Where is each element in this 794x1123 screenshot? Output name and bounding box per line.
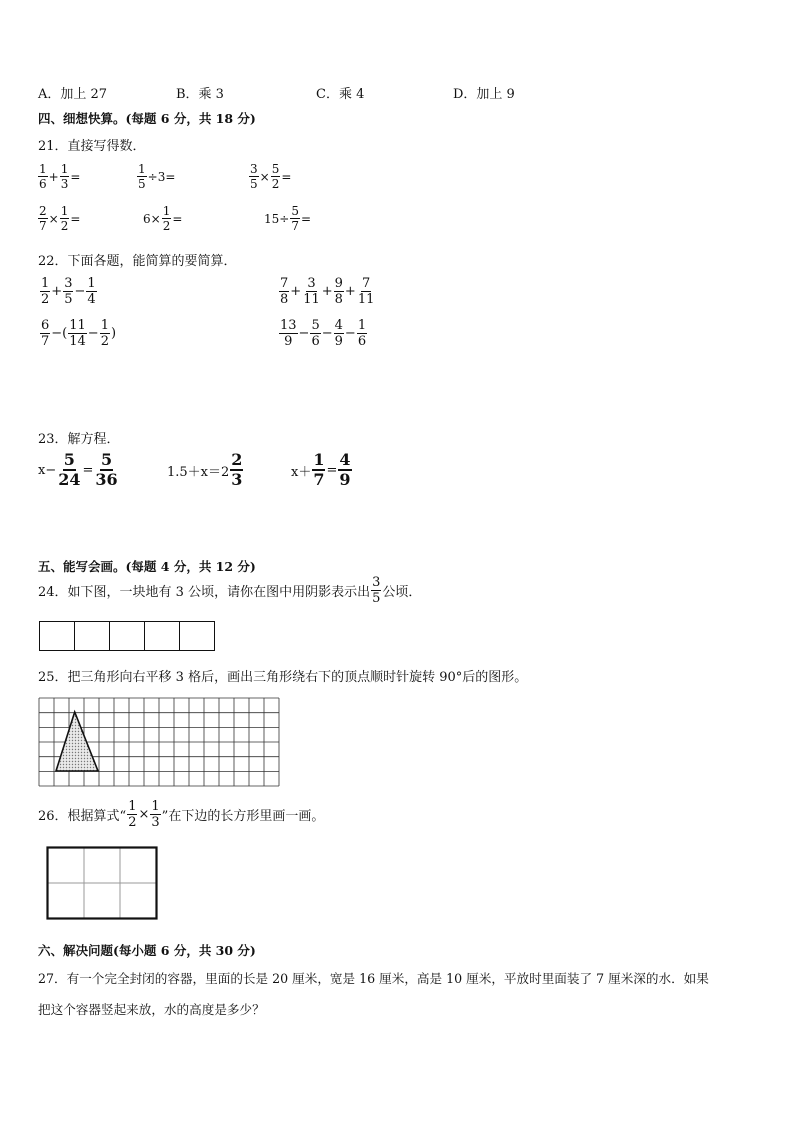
- shaded-triangle: [56, 712, 98, 771]
- strip-cell: [39, 621, 75, 651]
- q21-item-2: $\frac{1}{5}$ ÷3=: [138, 162, 176, 191]
- section-5-title: 五、能写会画。(每题 4 分，共 12 分): [38, 559, 256, 574]
- strip-cell: [109, 621, 145, 651]
- q23-eq-2: 1.5＋x＝2 $\frac{2}{3}$: [167, 450, 243, 489]
- q21-item-6: 15÷ $\frac{5}{7}$ =: [264, 204, 312, 233]
- q27-line-2: 把这个容器竖起来放，水的高度是多少？: [38, 1002, 265, 1017]
- strip-cell: [179, 621, 215, 651]
- q21-item-1: $\frac{1}{6}$ + $\frac{1}{3}$ =: [39, 162, 81, 191]
- q24-land-strip: [39, 621, 215, 651]
- q27-line-1: 27．有一个完全封闭的容器，里面的长是 20 厘米，宽是 16 厘米，高是 10 厘米，平放时里面装了 7 厘米深的水．如果: [38, 971, 709, 986]
- section-6-title: 六、解决问题(每小题 6 分，共 30 分): [38, 943, 256, 958]
- q22-expr-2: $\frac{7}{8}$ + $\frac{3}{11}$ + $\frac{9}{8}$ + $\frac{7}{11}$: [280, 276, 375, 307]
- section-4-title: 四、细想快算。(每题 6 分，共 18 分): [38, 111, 256, 126]
- option-d: D．加上 9: [453, 87, 515, 102]
- q25-stem: 25．把三角形向右平移 3 格后，画出三角形绕右下的顶点顺时针旋转 90°后的图形。: [38, 670, 528, 685]
- q21-stem: 21．直接写得数．: [38, 139, 146, 154]
- option-a: A．加上 27: [38, 87, 108, 102]
- q23-stem: 23．解方程．: [38, 432, 120, 447]
- q22-expr-1: $\frac{1}{2}$ + $\frac{3}{5}$ − $\frac{1}{4}$: [41, 276, 96, 307]
- q23-eq-3: x＋ $\frac{1}{7}$ = $\frac{4}{9}$: [291, 450, 351, 489]
- q22-expr-4: $\frac{13}{9}$ − $\frac{5}{6}$ − $\frac{4}{9}$ − $\frac{1}{6}$: [280, 318, 367, 349]
- option-c: C．乘 4: [316, 87, 365, 102]
- q25-grid-figure: [38, 697, 280, 787]
- strip-cell: [74, 621, 110, 651]
- q24-stem: 24．如下图，一块地有 3 公顷，请你在图中用阴影表示出 $\frac{3}{5}$ 公顷．: [38, 575, 422, 606]
- q23-eq-1: x− $\frac{5}{24}$ = $\frac{5}{36}$: [38, 450, 118, 489]
- q22-stem: 22．下面各题，能简算的要简算．: [38, 254, 237, 269]
- q21-item-4: $\frac{2}{7}$ × $\frac{1}{2}$ =: [39, 204, 81, 233]
- strip-cell: [144, 621, 180, 651]
- q21-item-3: $\frac{3}{5}$ × $\frac{5}{2}$ =: [250, 162, 292, 191]
- q26-stem: 26．根据算式“ $\frac{1}{2}$ × $\frac{1}{3}$ ”在下边的长方形里画一画。: [38, 799, 325, 830]
- q21-item-5: 6× $\frac{1}{2}$ =: [143, 204, 183, 233]
- q26-rectangle: [46, 846, 158, 920]
- option-b: B．乘 3: [176, 87, 224, 102]
- q22-expr-3: $\frac{6}{7}$ −( $\frac{11}{14}$ − $\frac{1}{2}$ ): [41, 318, 117, 349]
